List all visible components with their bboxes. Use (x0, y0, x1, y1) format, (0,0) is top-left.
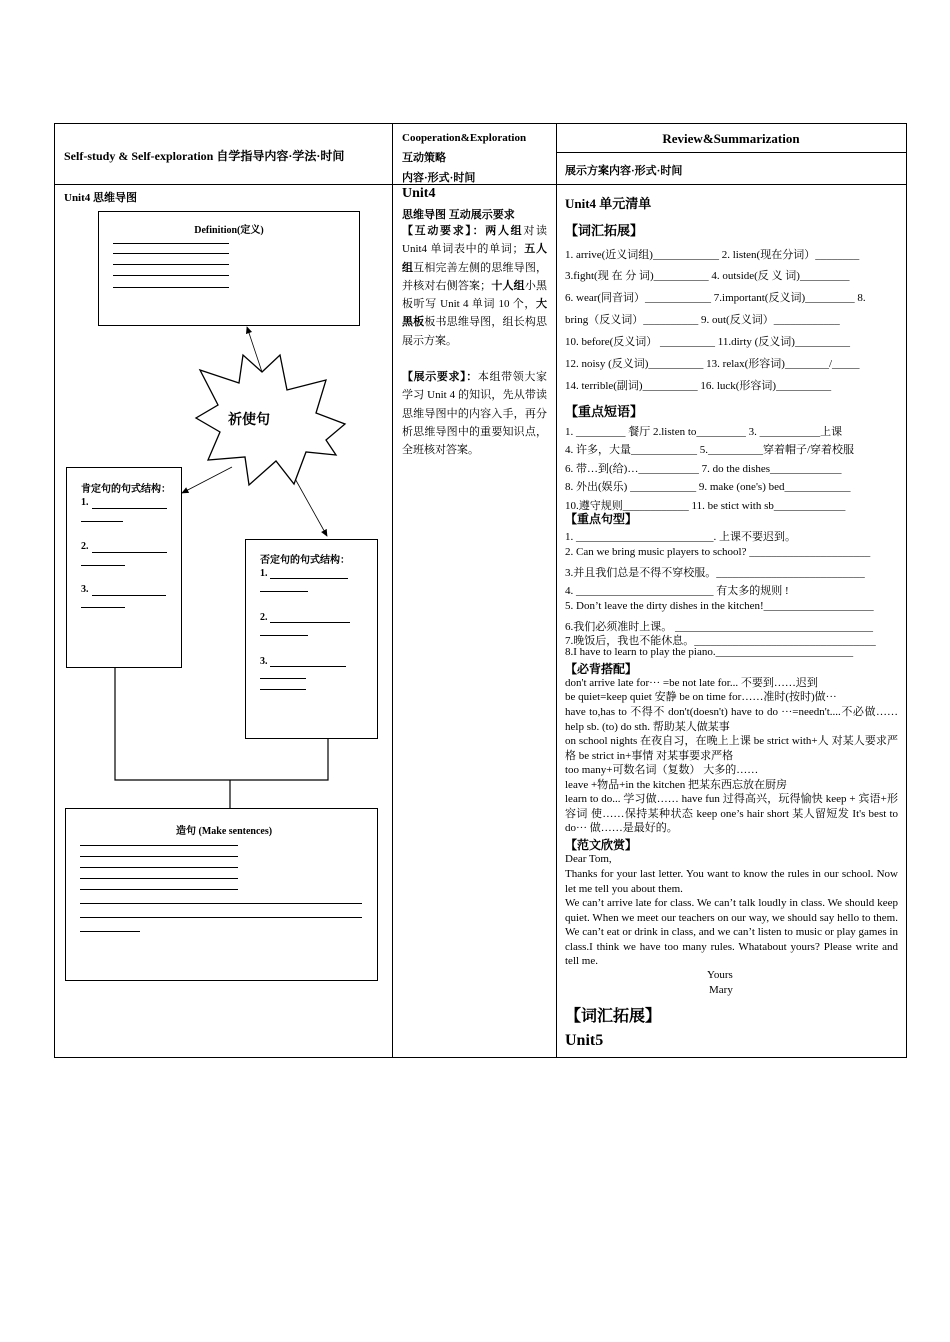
vocab-line: bring（反义词）__________ 9. out(反义词）____________ (565, 314, 840, 326)
collocation-line: on school nights 在夜自习，在晚上上课 be strict with+人 对某人要求严格 be strict in+事情 对某事要求严格 (565, 735, 898, 762)
collocation-line: be quiet=keep quiet 安静 be on time for……准时(按时)做··· (565, 691, 837, 703)
vocab-line: 3.fight(现 在 分 词)__________ 4. outside(反 义 词)_________ (565, 270, 850, 282)
affirmative-box (66, 467, 182, 668)
star-burst-shape (196, 355, 345, 485)
req-text: 板书思维导图，组长构思展示方案。 (402, 316, 548, 347)
answer-line (81, 607, 125, 608)
answer-line (80, 856, 238, 857)
vocab-line: 14. terrible(副词)__________ 16. luck(形容词)__________ (565, 380, 832, 392)
sentence-line: 8.I have to learn to play the piano._________________________ (565, 646, 854, 658)
make-sentences-box (65, 808, 378, 981)
section-vocab: 【词汇拓展】 (565, 223, 644, 238)
item-number: 2. (260, 612, 268, 623)
req-text: 小黑板听写 Unit 4 单词 10 个， (402, 279, 548, 311)
answer-line (92, 595, 166, 596)
answer-line (92, 508, 167, 509)
answer-line (81, 565, 125, 566)
affirmative-label: 肯定句的句式结构： (81, 484, 171, 495)
interaction-requirements (402, 222, 547, 350)
answer-line (80, 917, 362, 918)
section-sentences: 【重点句型】 (565, 512, 638, 526)
make-sentences-label: 造句 (Make sentences) (176, 826, 273, 837)
header-col1: Self-study & Self-exploration 自学指导内容·学法·时间 (64, 149, 345, 163)
item-number: 1. (260, 568, 268, 579)
req-group10: 十人组 (491, 279, 525, 292)
req-label: 【互动要求】：两人组 (402, 225, 524, 237)
req-group5: 五人组 (402, 243, 547, 274)
sentence-line: 6.我们必须准时上课。 ____________________________________ (565, 621, 873, 633)
header-col2-line2: 互动策略 (402, 152, 446, 164)
present-text: 本组带领大家学习 Unit 4 的知识，先从带读思维导图中的内容入手，再分析思维导图中的重要知识点，全班核对答案。 (402, 371, 547, 457)
answer-line (260, 689, 306, 690)
item-number: 2. (81, 541, 89, 552)
section-collocations: 【必背搭配】 (565, 662, 638, 676)
answer-line (113, 253, 229, 254)
present-label: 【展示要求】： (402, 371, 478, 383)
definition-box (98, 211, 360, 326)
section-essay: 【范文欣赏】 (565, 838, 638, 852)
sentence-line: 4. _________________________ 有太多的规则 ! (565, 585, 789, 597)
answer-line (113, 287, 229, 288)
vocab-line: 6. wear(同音词）____________ 7.important(反义词)_________ 8. (565, 292, 866, 304)
phrase-line: 6. 带…到(给)…___________ 7. do the dishes_____________ (565, 463, 842, 475)
answer-line (80, 878, 238, 879)
header-col2-line3: 内容·形式·时间 (402, 172, 476, 184)
header-col3-title: Review&Summarization (662, 131, 800, 146)
req-text: 互相完善左侧的思维导图，并核对右侧答案； (402, 261, 548, 292)
negative-label: 否定句的句式结构： (260, 555, 350, 566)
answer-line (113, 275, 229, 276)
req-board: 大黑板 (402, 298, 547, 329)
answer-line (80, 931, 140, 932)
middle-subtitle: 思维导图 互动展示要求 (402, 209, 515, 221)
answer-line (80, 903, 362, 904)
essay-paragraph: Thanks for your last letter. You want to know the rules in our school. Now let me tell you about them. (565, 868, 898, 895)
collocation-line: too many+可数名词（复数） 大多的…… (565, 764, 759, 776)
essay-closing: Yours (707, 969, 733, 981)
answer-line (270, 622, 350, 623)
collocation-line: don't arrive late for··· =be not late for... 不要到……迟到 (565, 677, 818, 689)
req-text: 对读Unit4 单词表中的单词； (402, 225, 548, 256)
answer-line (113, 264, 229, 265)
middle-unit: Unit4 (402, 186, 436, 201)
answer-line (270, 666, 346, 667)
phrase-line: 10.遵守规则____________ 11. be stict with sb_____________ (565, 500, 846, 512)
answer-line (80, 867, 238, 868)
item-number: 3. (260, 656, 268, 667)
phrase-line: 4. 许多，大量____________ 5.__________穿着帽子/穿着校服 (565, 444, 855, 456)
section-phrases: 【重点短语】 (565, 404, 644, 419)
collocation-line: have to,has to 不得不 don't(doesn't) have to do ···=needn't....不必做…… help sb. (to) do sth. 帮助某人做某事 (565, 706, 898, 733)
essay-signature: Mary (709, 984, 733, 996)
answer-line (80, 889, 238, 890)
mindmap-title: Unit4 思维导图 (64, 192, 138, 204)
presentation-requirements (402, 368, 547, 459)
phrase-line: 1. _________ 餐厅 2.listen to_________ 3. ___________上课 (565, 426, 843, 438)
item-number: 1. (81, 497, 89, 508)
answer-line (81, 521, 123, 522)
phrase-line: 8. 外出(娱乐) ____________ 9. make (one's) bed____________ (565, 481, 851, 493)
header-col3-sub: 展示方案内容·形式·时间 (565, 165, 683, 177)
answer-line (92, 552, 167, 553)
sentence-line: 5. Don’t leave the dirty dishes in the kitchen!____________________ (565, 600, 874, 612)
sentence-line: 2. Can we bring music players to school? ______________________ (565, 546, 871, 558)
essay-paragraph: We can’t arrive late for class. We can’t talk loudly in class. We should keep quiet. When we meet our teachers on our way, we should say hello to them. We can’t eat or drink in class, and we can’t listen to music or play games in class.I think we have too many rules. Whatabout yours? Please write and tell me. (565, 897, 898, 967)
definition-label: Definition(定义) (194, 225, 264, 236)
sentence-line: 3.并且我们总是不得不穿校服。___________________________ (565, 567, 865, 579)
essay-greeting: Dear Tom, (565, 853, 612, 865)
checklist-title: Unit4 单元清单 (565, 196, 652, 211)
vocab-line: 12. noisy (反义词)__________ 13. relax(形容词)________/_____ (565, 358, 860, 370)
vocab-line: 10. before(反义词） __________ 11.dirty (反义词)__________ (565, 336, 850, 348)
vocab-line: 1. arrive(近义词组)____________ 2. listen(现在分词）________ (565, 249, 860, 261)
collocation-line: learn to do... 学习做…… have fun 过得高兴，玩得愉快 keep + 宾语+形容词 使……保持某种状态 keep one’s hair short 某人留短发 It's best to do··· 做……是最好的。 (565, 793, 898, 834)
answer-line (260, 591, 308, 592)
answer-line (260, 635, 308, 636)
sentence-line: 7.晚饭后，我也不能休息。_________________________________ (565, 635, 876, 647)
section-vocab-2: 【词汇拓展】 (565, 1008, 662, 1025)
answer-line (113, 243, 229, 244)
sentence-line: 1. _________________________. 上课不要迟到。 (565, 531, 796, 543)
negative-box (245, 539, 378, 739)
item-number: 3. (81, 584, 89, 595)
answer-line (80, 845, 238, 846)
star-label: 祈使句 (228, 412, 270, 428)
arrow-to-negative (293, 475, 327, 536)
unit5-title: Unit5 (565, 1032, 604, 1049)
collocation-line: leave +物品+in the kitchen 把某东西忘放在厨房 (565, 779, 787, 791)
answer-line (260, 678, 306, 679)
arrow-to-affirmative (182, 467, 232, 493)
header-col2-line1: Cooperation&Exploration (402, 132, 527, 144)
answer-line (270, 578, 348, 579)
